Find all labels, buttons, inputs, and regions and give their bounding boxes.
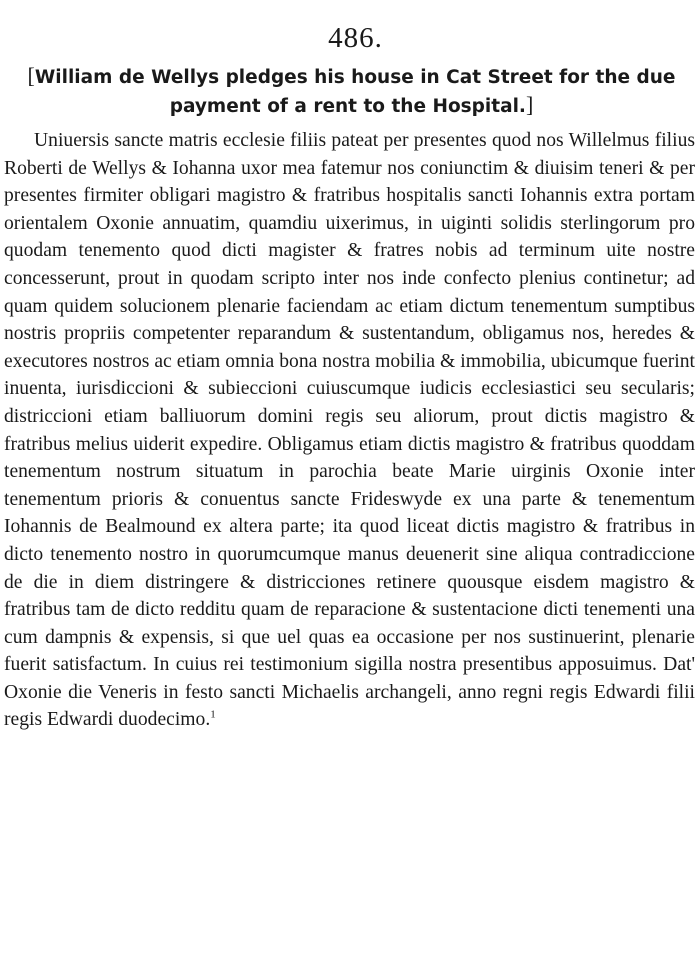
heading-open-bracket: [ <box>27 63 35 88</box>
heading-close-bracket: ] <box>525 92 534 117</box>
document-body <box>4 127 695 734</box>
heading-text: William de Wellys pledges his house in Cat Street for the due payment of a rent to the Hospital. <box>34 67 676 117</box>
footnote-marker: 1 <box>210 708 216 721</box>
document-number: 486. <box>328 22 383 54</box>
body-text: Uniuersis sancte matris ecclesie filiis pateat per presentes quod nos Willelmus filius Roberti de Wellys & Iohanna uxor mea fatemur nos coniunctim & diuisim teneri & per presentes firmiter obligari magistro & fratribus hospitalis sancti Iohannis extra portam orientalem Oxonie annuatim, quamdiu uixerimus, in uiginti solidis sterlingorum pro quodam tenemento quod dicti magister & fratres nobis ad terminum uite nostre concesserunt, prout in quodam scripto inter nos inde confecto plenius continetur; ad quam quidem solucionem plenarie faciendam ac etiam dictum tenementum sumptibus nostris propriis competenter reparandum & sustentandum, obligamus nos, heredes & executores nostros ac etiam omnia bona nostra mobilia & immobilia, ubicumque fuerint inuenta, iurisdiccioni & subieccioni cuiuscumque iudicis ecclesiastici seu secularis; districcioni etiam balliuorum domini regis seu aliorum, prout dictis magistro & fratribus melius uiderit expedire. Obligamus etiam dictis magistro & fratribus quoddam tenementum nostrum situatum in parochia beate Marie uirginis Oxonie inter tenementum prioris & conuentus sancte Frideswyde ex una parte & tenementum Iohannis de Bealmound ex altera parte; ita quod liceat dictis magistro & fratribus in dicto tenemento nostro in quorumcumque manus deuenerit sine aliqua contradiccione de die in diem distringere & districciones retinere quousque eisdem magistro & fratribus tam de dicto redditu quam de reparacione & sustentacione dicti tenementi una cum dampnis & expensis, si que uel quas ea occasione per nos sustinuerint, plenarie fuerit satisfactum. In cuius rei testimonium sigilla nostra presentibus apposuimus. Dat' Oxonie die Veneris in festo sancti Michaelis archangeli, anno regni regis Edwardi filii regis Edwardi duodecimo. <box>4 130 695 731</box>
document-heading <box>4 62 695 120</box>
document-page <box>4 18 695 734</box>
